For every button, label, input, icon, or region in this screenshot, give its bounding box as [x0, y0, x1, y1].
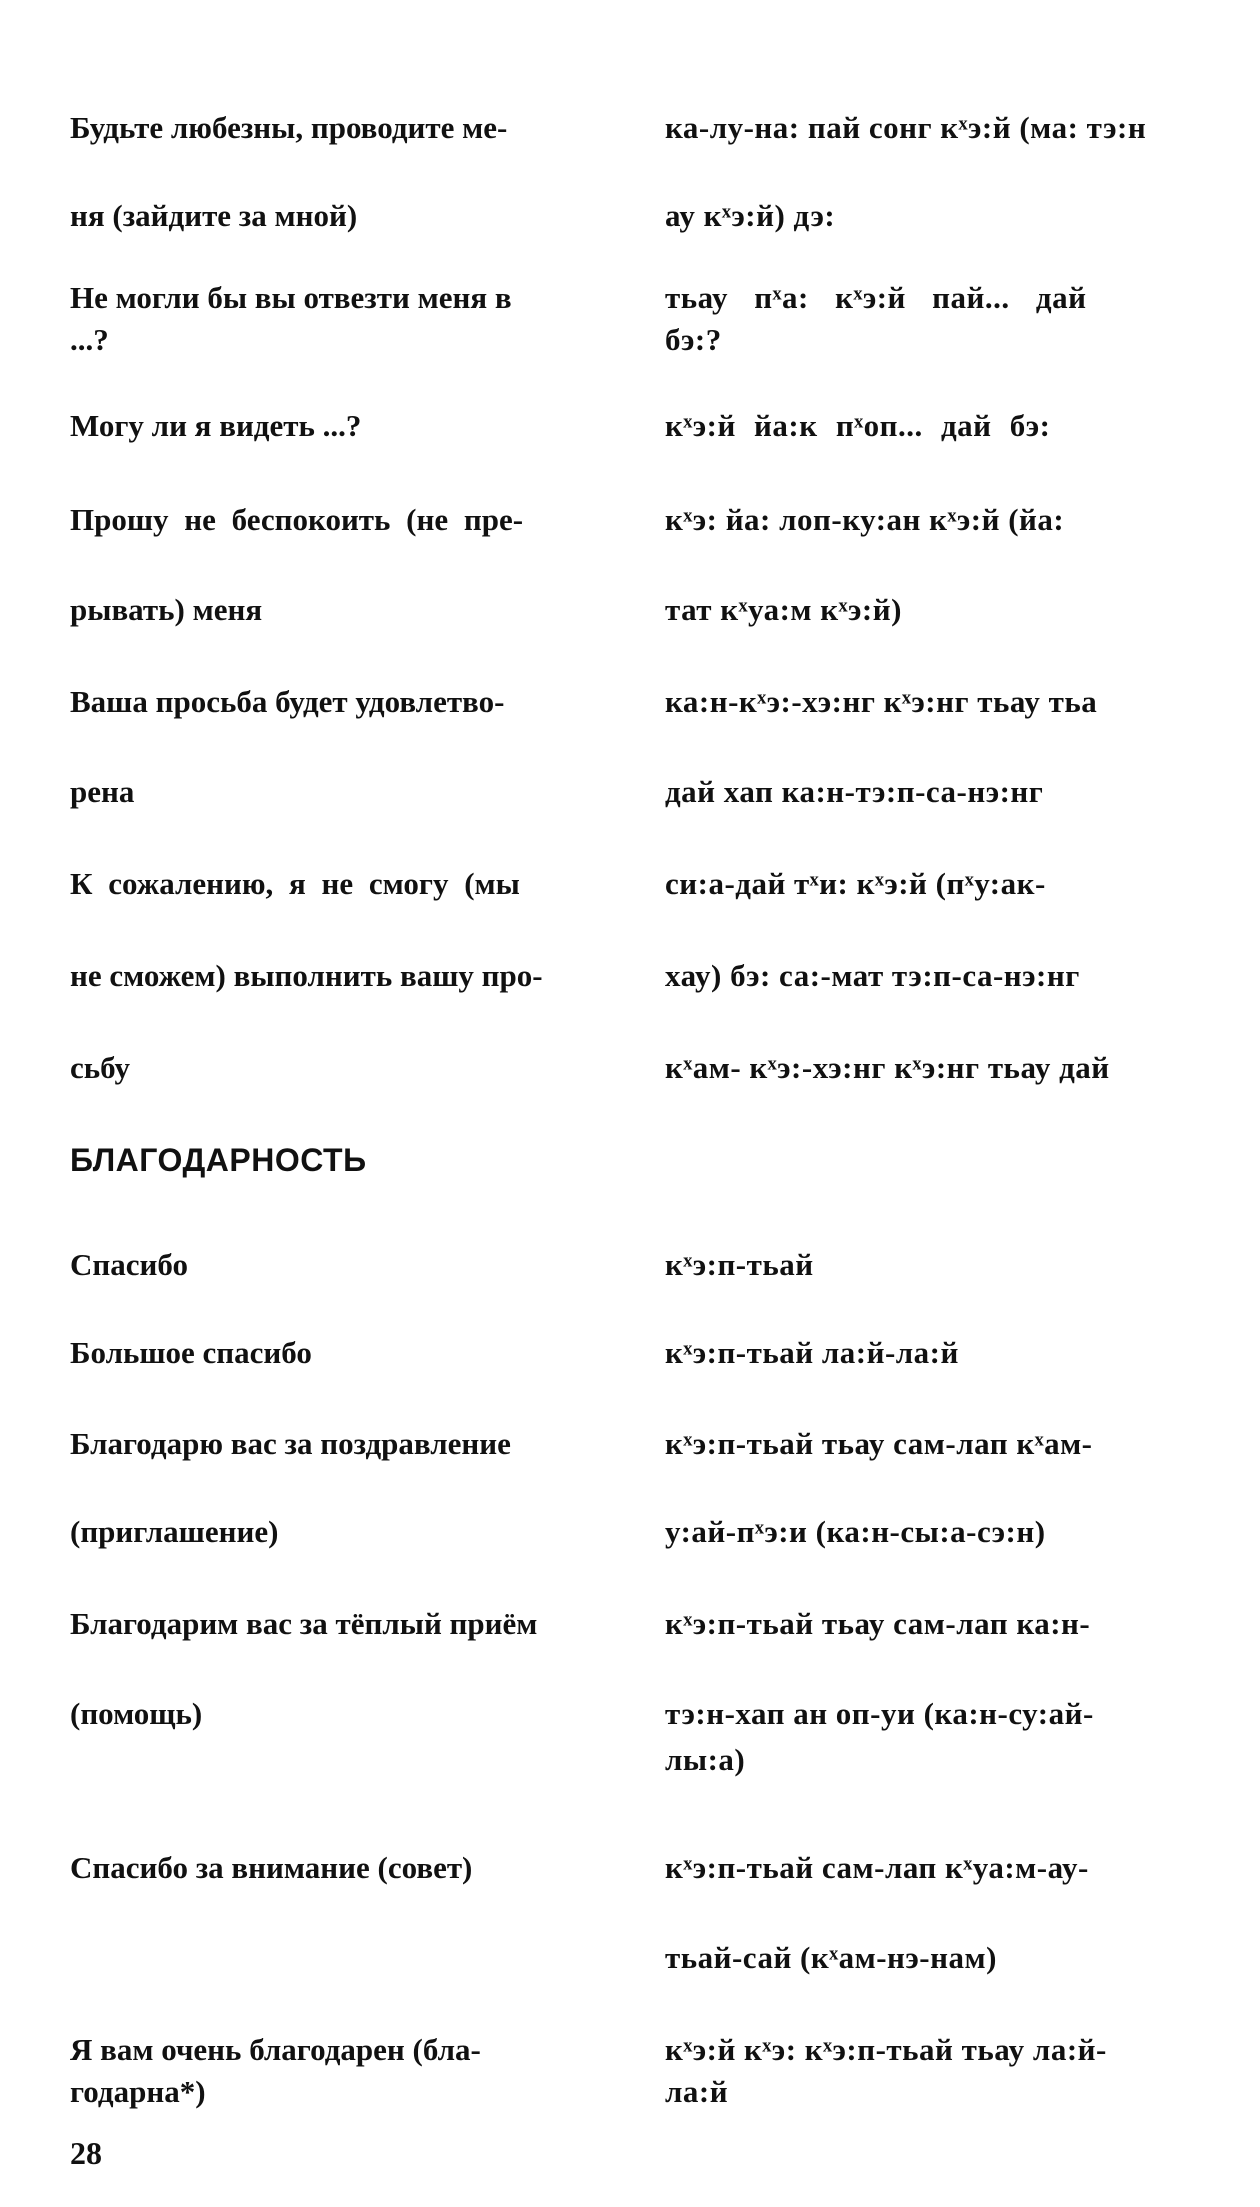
translit-line: ау кˣэ:й) дэ: [665, 198, 836, 233]
phrase-line: не сможем) выполнить вашу про- [70, 958, 543, 993]
phrase-line: К сожалению, я не смогу (мы [70, 866, 520, 901]
translit-line: кˣэ:п-тьай сам-лап кˣуа:м-ау- [665, 1850, 1089, 1885]
phrase-line: Благодарю вас за поздравление [70, 1426, 511, 1461]
phrase-line: Будьте любезны, проводите ме- [70, 110, 508, 145]
page-number: 28 [70, 2135, 102, 2171]
translit-line: кˣэ:й кˣэ: кˣэ:п-тьай тьау ла:й- [665, 2032, 1107, 2067]
translit-line: кˣам- кˣэ:-хэ:нг кˣэ:нг тьау дай [665, 1050, 1110, 1085]
translit-line: лы:а) [665, 1742, 746, 1777]
translit-line: кˣэ:п-тьай тьау сам-лап кˣам- [665, 1426, 1093, 1461]
translit-line: кˣэ:п-тьай [665, 1247, 814, 1282]
translit-line: ла:й [665, 2074, 729, 2109]
phrase-line: рена [70, 774, 135, 809]
phrase-line: Ваша просьба будет удовлетво- [70, 684, 505, 719]
phrase-line: Большое спасибо [70, 1335, 312, 1370]
section-title: БЛАГОДАРНОСТЬ [70, 1142, 367, 1178]
phrase-line: рывать) меня [70, 592, 263, 627]
translit-line: тэ:н-хап ан оп-уи (ка:н-су:ай- [665, 1696, 1094, 1731]
translit-line: кˣэ:п-тьай тьау сам-лап ка:н- [665, 1606, 1091, 1641]
phrase-line: Я вам очень благодарен (бла- [70, 2032, 481, 2067]
translit-line: кˣэ:й йа:к пˣоп... дай бэ: [665, 408, 1051, 443]
translit-line: тьай-сай (кˣам-нэ-нам) [665, 1940, 997, 1975]
translit-line: дай хап ка:н-тэ:п-са-нэ:нг [665, 774, 1044, 809]
phrase-line: годарна*) [70, 2074, 206, 2109]
phrase-line: Благодарим вас за тёплый приём [70, 1606, 538, 1641]
translit-line: кˣэ: йа: лоп-ку:ан кˣэ:й (йа: [665, 502, 1065, 537]
phrase-line: сьбу [70, 1050, 130, 1085]
translit-line: кˣэ:п-тьай ла:й-ла:й [665, 1335, 959, 1370]
phrase-line: (приглашение) [70, 1514, 279, 1549]
phrase-line: ня (зайдите за мной) [70, 198, 358, 233]
translit-line: тьау пˣа: кˣэ:й пай... дай [665, 280, 1087, 315]
translit-line: у:ай-пˣэ:и (ка:н-сы:а-сэ:н) [665, 1514, 1046, 1549]
phrase-line: Спасибо за внимание (совет) [70, 1850, 473, 1885]
phrase-line: (помощь) [70, 1696, 203, 1731]
translit-line: тат кˣуа:м кˣэ:й) [665, 592, 902, 627]
phrase-line: Спасибо [70, 1247, 188, 1282]
translit-line: си:а-дай тˣи: кˣэ:й (пˣу:ак- [665, 866, 1046, 901]
translit-line: ка-лу-на: пай сонг кˣэ:й (ма: тэ:н [665, 110, 1147, 145]
phrase-line: Прошу не беспокоить (не пре- [70, 502, 524, 537]
translit-line: бэ:? [665, 322, 722, 357]
phrase-line: Не могли бы вы отвезти меня в [70, 280, 512, 315]
translit-line: хау) бэ: са:-мат тэ:п-са-нэ:нг [665, 958, 1080, 993]
translit-line: ка:н-кˣэ:-хэ:нг кˣэ:нг тьау тьа [665, 684, 1098, 719]
phrase-line: ...? [70, 322, 109, 357]
phrase-line: Могу ли я видеть ...? [70, 408, 362, 443]
